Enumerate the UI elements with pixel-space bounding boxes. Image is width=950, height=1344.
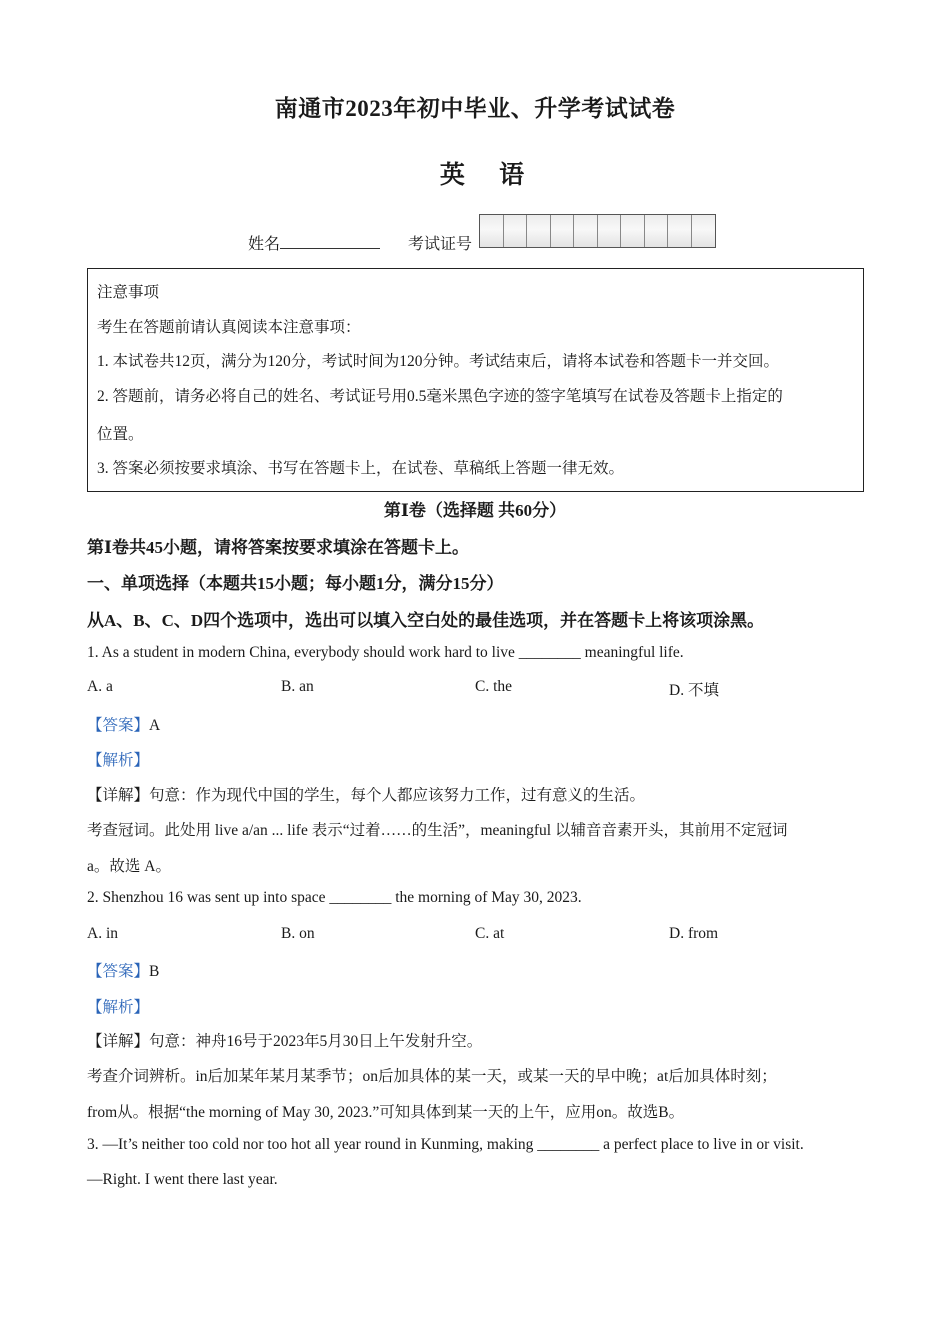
- id-box[interactable]: [574, 215, 598, 247]
- notice-item-2-cont: 位置。: [97, 426, 144, 443]
- part-note: 第Ⅰ卷共45小题，请将答案按要求填涂在答题卡上。: [87, 538, 469, 557]
- name-blank[interactable]: [280, 234, 380, 249]
- id-box[interactable]: [598, 215, 622, 247]
- answer-label: 【答案】: [87, 963, 150, 980]
- question-stem: 2. Shenzhou 16 was sent up into space ________ the morning of May 30, 2023.: [87, 889, 582, 906]
- option-c[interactable]: C. at: [475, 925, 505, 942]
- subject-title: 英 语: [439, 162, 539, 189]
- detail-line: [87, 783, 645, 805]
- option-a[interactable]: A. in: [87, 925, 118, 942]
- notice-item-2: 2. 答题前，请务必将自己的姓名、考试证号用0.5毫米黑色字迹的签字笔填写在试卷及答题卡上指定的: [97, 388, 783, 405]
- id-box[interactable]: [692, 215, 716, 247]
- exam-id-boxes[interactable]: [479, 214, 716, 248]
- notice-item-3: 3. 答案必须按要求填涂、书写在答题卡上，在试卷、草稿纸上答题一律无效。: [97, 460, 625, 477]
- section-heading: 一、单项选择（本题共15小题；每小题1分，满分15分）: [87, 574, 504, 593]
- id-box[interactable]: [551, 215, 575, 247]
- section-instruction: 从A、B、C、D四个选项中，选出可以填入空白处的最佳选项，并在答题卡上将该项涂黑。: [87, 611, 765, 630]
- explanation-line: from从。根据“the morning of May 30, 2023.”可知具体到某一天的上午，应用on。故选B。: [87, 1104, 685, 1121]
- option-d[interactable]: D. from: [669, 925, 719, 942]
- id-box[interactable]: [527, 215, 551, 247]
- analysis-label: 【解析】: [87, 999, 150, 1016]
- option-a[interactable]: A. a: [87, 678, 113, 695]
- answer-label: 【答案】: [87, 717, 150, 734]
- option-b[interactable]: B. on: [281, 925, 315, 942]
- id-label: 考试证号: [408, 236, 473, 253]
- question-stem: 1. As a student in modern China, everybody should work hard to live ________ meaningful life.: [87, 644, 684, 661]
- id-box[interactable]: [645, 215, 669, 247]
- notice-intro: 考生在答题前请认真阅读本注意事项：: [97, 319, 361, 336]
- id-box[interactable]: [480, 215, 504, 247]
- option-d[interactable]: D. 不填: [669, 682, 719, 699]
- answer-value: B: [149, 963, 160, 980]
- answer-value: A: [149, 717, 161, 734]
- notice-heading: 注意事项: [97, 284, 160, 301]
- id-box[interactable]: [621, 215, 645, 247]
- detail-label: 【详解】: [87, 787, 150, 804]
- detail-text: 句意：作为现代中国的学生，每个人都应该努力工作，过有意义的生活。: [149, 787, 646, 804]
- option-c[interactable]: C. the: [475, 678, 513, 695]
- id-box[interactable]: [668, 215, 692, 247]
- explanation-line: 考查冠词。此处用 live a/an ... life 表示“过着……的生活”，meaningful 以辅音音素开头，其前用不定冠词: [87, 822, 788, 839]
- exam-title: 南通市2023年初中毕业、升学考试试卷: [274, 96, 676, 121]
- name-line: [248, 231, 472, 254]
- dialogue-reply: —Right. I went there last year.: [87, 1171, 278, 1188]
- explanation-line: a。故选 A。: [87, 858, 171, 875]
- question-stem: 3. —It’s neither too cold nor too hot all year round in Kunming, making ________ a perfect place to live in or visit.: [87, 1136, 804, 1153]
- detail-line: [87, 1029, 482, 1051]
- option-b[interactable]: B. an: [281, 678, 314, 695]
- analysis-label: 【解析】: [87, 752, 150, 769]
- answer-line: [87, 713, 160, 735]
- id-box[interactable]: [504, 215, 528, 247]
- notice-item-1: 1. 本试卷共12页，满分为120分，考试时间为120分钟。考试结束后，请将本试卷和答题卡一并交回。: [97, 353, 780, 370]
- name-label: 姓名: [248, 236, 281, 253]
- answer-line: [87, 959, 159, 981]
- explanation-line: 考查介词辨析。in后加某年某月某季节；on后加具体的某一天，或某一天的早中晚；at后加具体时刻；: [87, 1068, 777, 1085]
- detail-label: 【详解】: [87, 1033, 150, 1050]
- detail-text: 句意：神舟16号于2023年5月30日上午发射升空。: [149, 1033, 483, 1050]
- notice-box: [87, 268, 864, 492]
- part-title: 第Ⅰ卷（选择题 共60分）: [383, 501, 567, 520]
